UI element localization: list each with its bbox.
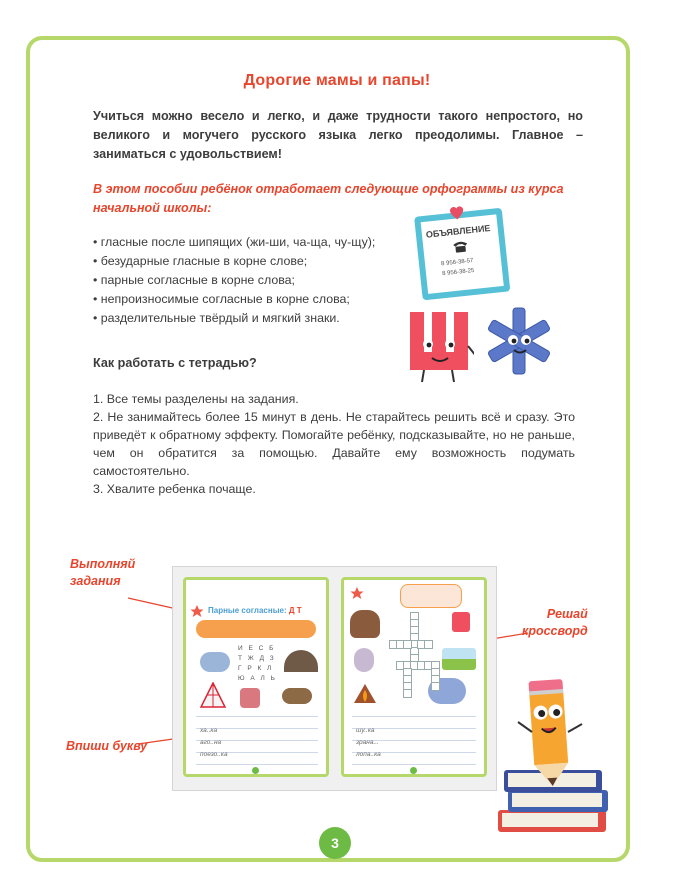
preview-word: шу..ка: [356, 727, 375, 734]
step-item: 2. Не занимайтесь более 15 минут в день. Не старайтесь решить всё и сразу. Это приведёт к обратному эффекту. Помогайте ребёнку, подсказывайте, но не раньше, чем он обратится за помощью. Давайте ему возможность подумать самостоятельно.: [93, 410, 575, 478]
preview-word: лопа..ка: [356, 751, 381, 758]
letter-zhe-character: [480, 304, 558, 382]
step-item: 3. Хвалите ребенка почаще.: [93, 482, 256, 496]
steps-list: [93, 390, 575, 498]
star-icon: [350, 586, 364, 600]
preview-page-dot: [252, 767, 259, 774]
bear-picture: [350, 610, 380, 638]
notice-phone-1: 8 956-38-57: [440, 257, 474, 268]
preview-word: ха..ка: [200, 727, 218, 734]
list-item: • парные согласные в корне слова;: [93, 273, 296, 287]
orthogram-list: [93, 233, 375, 328]
preview-word: поезо..ка: [200, 751, 228, 758]
tent-picture: [200, 682, 226, 708]
mouse-picture: [354, 648, 374, 672]
label-crossword: Решай кроссворд: [522, 607, 588, 638]
preview-right-page: [341, 577, 487, 777]
workbook-preview: [172, 566, 497, 791]
page-number-badge: 3: [319, 827, 351, 859]
preview-letter-grid: И Е С Б Т Ж Д З Г Р К Л Ю А Л Ь: [238, 645, 277, 682]
list-item: • гласные после шипящих (жи-ши, ча-ща, чу-щу);: [93, 235, 376, 249]
orthograms-intro: В этом пособии ребёнок отработает следующие орфограммы из курса начальной школы:: [93, 182, 564, 215]
list-item: • безударные гласные в корне слове;: [93, 254, 308, 268]
pencil-on-books-illustration: [488, 672, 616, 842]
list-item: • разделительные твёрдый и мягкий знаки.: [93, 311, 340, 325]
step-item: 1. Все темы разделены на задания.: [93, 392, 299, 406]
how-to-title: Как работать с тетрадью?: [93, 356, 257, 370]
notice-title: ОБЪЯВЛЕНИЕ: [425, 223, 491, 240]
letter-character-picture: [452, 612, 470, 632]
letter-sha-character: [404, 306, 474, 384]
pin-icon: [447, 204, 467, 222]
star-icon: [190, 604, 204, 618]
label-write-letter: Впиши букву: [66, 739, 148, 753]
preview-left-page: [183, 577, 329, 777]
preview-crossword: [384, 604, 444, 704]
list-item: • непроизносимые согласные в корне слова;: [93, 292, 350, 306]
fire-picture: [352, 682, 378, 704]
notice-phone-2: 8 956-38-25: [441, 267, 475, 278]
notice-card-illustration: [413, 202, 512, 303]
landscape-picture: [442, 648, 476, 670]
nut-picture: [282, 688, 312, 704]
preview-word: зрана...: [356, 739, 379, 746]
preview-word: аго..на: [200, 739, 222, 746]
cloud-picture: [200, 652, 230, 672]
preview-page-dot: [410, 767, 417, 774]
page-title: Дорогие мамы и папы!: [243, 72, 431, 89]
intro-paragraph: Учиться можно весело и легко, и даже трудности такого непростого, но великого и могучего русского языка легко преодолимы. Главное – заниматься с удовольствием!: [93, 109, 583, 161]
phone-icon: [451, 238, 470, 254]
label-do-tasks: Выполняй задания: [70, 557, 136, 588]
preview-instruction-banner: [196, 620, 316, 638]
preview-left-title: Парные согласные: Д Т: [208, 606, 302, 615]
cake-picture: [240, 688, 260, 708]
hill-picture: [284, 650, 318, 672]
